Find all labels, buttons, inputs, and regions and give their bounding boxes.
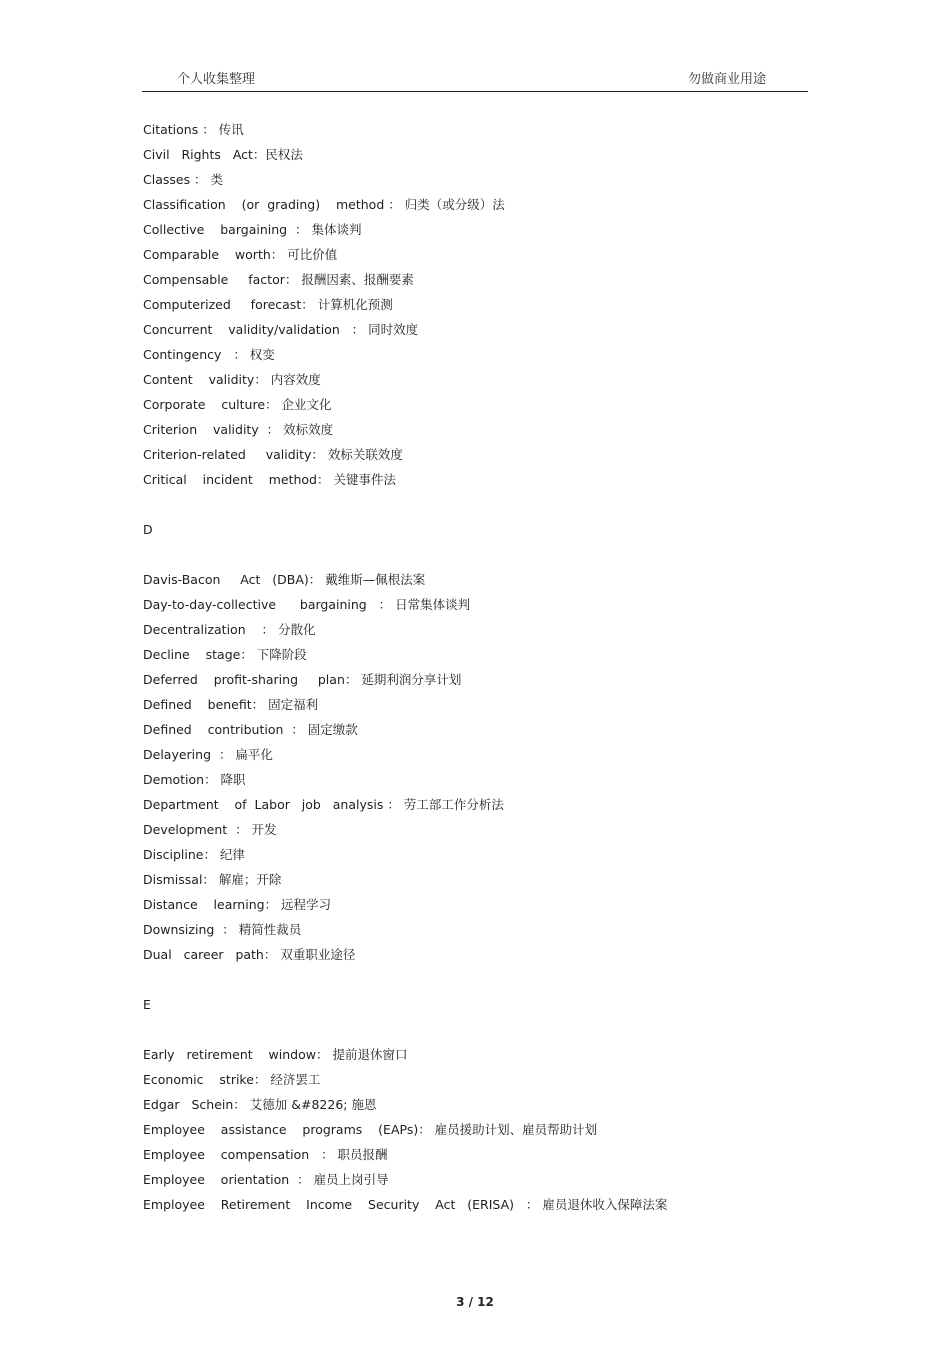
glossary-entry: Employee orientation ： 雇员上岗引导 bbox=[143, 1172, 389, 1187]
glossary-entry: Critical incident method： 关键事件法 bbox=[143, 472, 396, 487]
glossary-entry: Department of Labor job analysis ： 劳工部工作分析法 bbox=[143, 797, 504, 812]
glossary-entry: Davis-Bacon Act (DBA)： 戴维斯—佩根法案 bbox=[143, 572, 426, 587]
glossary-entry: Employee compensation ： 职员报酬 bbox=[143, 1147, 388, 1162]
glossary-entry: Criterion validity ： 效标效度 bbox=[143, 422, 334, 437]
glossary-entry: Economic strike： 经济罢工 bbox=[143, 1072, 321, 1087]
glossary-entry: Day-to-day-collective bargaining ： 日常集体谈判 bbox=[143, 597, 471, 612]
blank-line bbox=[143, 1019, 803, 1044]
glossary-entry: Civil Rights Act：民权法 bbox=[143, 147, 303, 162]
glossary-entry: Concurrent validity/validation ： 同时效度 bbox=[143, 322, 419, 337]
header-right-text: 勿做商业用途 bbox=[687, 72, 766, 87]
glossary-entry: Employee Retirement Income Security Act (ERISA) ： 雇员退休收入保障法案 bbox=[143, 1197, 668, 1212]
blank-line bbox=[143, 544, 803, 569]
glossary-entry: Demotion： 降职 bbox=[143, 772, 246, 787]
glossary-entry: Edgar Schein： 艾德加 &#8226; 施恩 bbox=[143, 1097, 377, 1112]
glossary-entry: Classes ： 类 bbox=[143, 172, 224, 187]
glossary-entry: Criterion-related validity： 效标关联效度 bbox=[143, 447, 403, 462]
glossary-list bbox=[143, 119, 803, 1219]
glossary-entry: Compensable factor： 报酬因素、报酬要素 bbox=[143, 272, 414, 287]
blank-line bbox=[143, 969, 803, 994]
glossary-entry: Decline stage： 下降阶段 bbox=[143, 647, 307, 662]
glossary-entry: Dismissal： 解雇；开除 bbox=[143, 872, 282, 887]
page-header bbox=[142, 66, 808, 92]
glossary-entry: Downsizing ： 精简性裁员 bbox=[143, 922, 302, 937]
glossary-entry: Citations ： 传讯 bbox=[143, 122, 244, 137]
glossary-entry: Distance learning： 远程学习 bbox=[143, 897, 332, 912]
glossary-entry: Comparable worth： 可比价值 bbox=[143, 247, 338, 262]
section-letter-d: D bbox=[143, 522, 153, 537]
glossary-entry: Development ： 开发 bbox=[143, 822, 277, 837]
glossary-entry: Dual career path： 双重职业途径 bbox=[143, 947, 356, 962]
header-left-text: 个人收集整理 bbox=[177, 72, 256, 87]
glossary-entry: Content validity： 内容效度 bbox=[143, 372, 321, 387]
section-letter-e: E bbox=[143, 997, 151, 1012]
glossary-entry: Early retirement window： 提前退休窗口 bbox=[143, 1047, 408, 1062]
glossary-entry: Delayering ： 扁平化 bbox=[143, 747, 273, 762]
glossary-entry: Classification (or grading) method ： 归类（或分级）法 bbox=[143, 197, 505, 212]
glossary-entry: Deferred profit-sharing plan： 延期利润分享计划 bbox=[143, 672, 462, 687]
glossary-entry: Collective bargaining ： 集体谈判 bbox=[143, 222, 362, 237]
page-number: 3 / 12 bbox=[456, 1295, 494, 1309]
glossary-entry: Defined benefit： 固定福利 bbox=[143, 697, 319, 712]
glossary-entry: Corporate culture： 企业文化 bbox=[143, 397, 332, 412]
glossary-entry: Decentralization ： 分散化 bbox=[143, 622, 316, 637]
glossary-entry: Employee assistance programs (EAPs)： 雇员援助计划、雇员帮助计划 bbox=[143, 1122, 598, 1137]
glossary-entry: Contingency ： 权变 bbox=[143, 347, 275, 362]
glossary-entry: Discipline： 纪律 bbox=[143, 847, 245, 862]
glossary-entry: Computerized forecast： 计算机化预测 bbox=[143, 297, 393, 312]
glossary-entry: Defined contribution ： 固定缴款 bbox=[143, 722, 358, 737]
blank-line bbox=[143, 494, 803, 519]
